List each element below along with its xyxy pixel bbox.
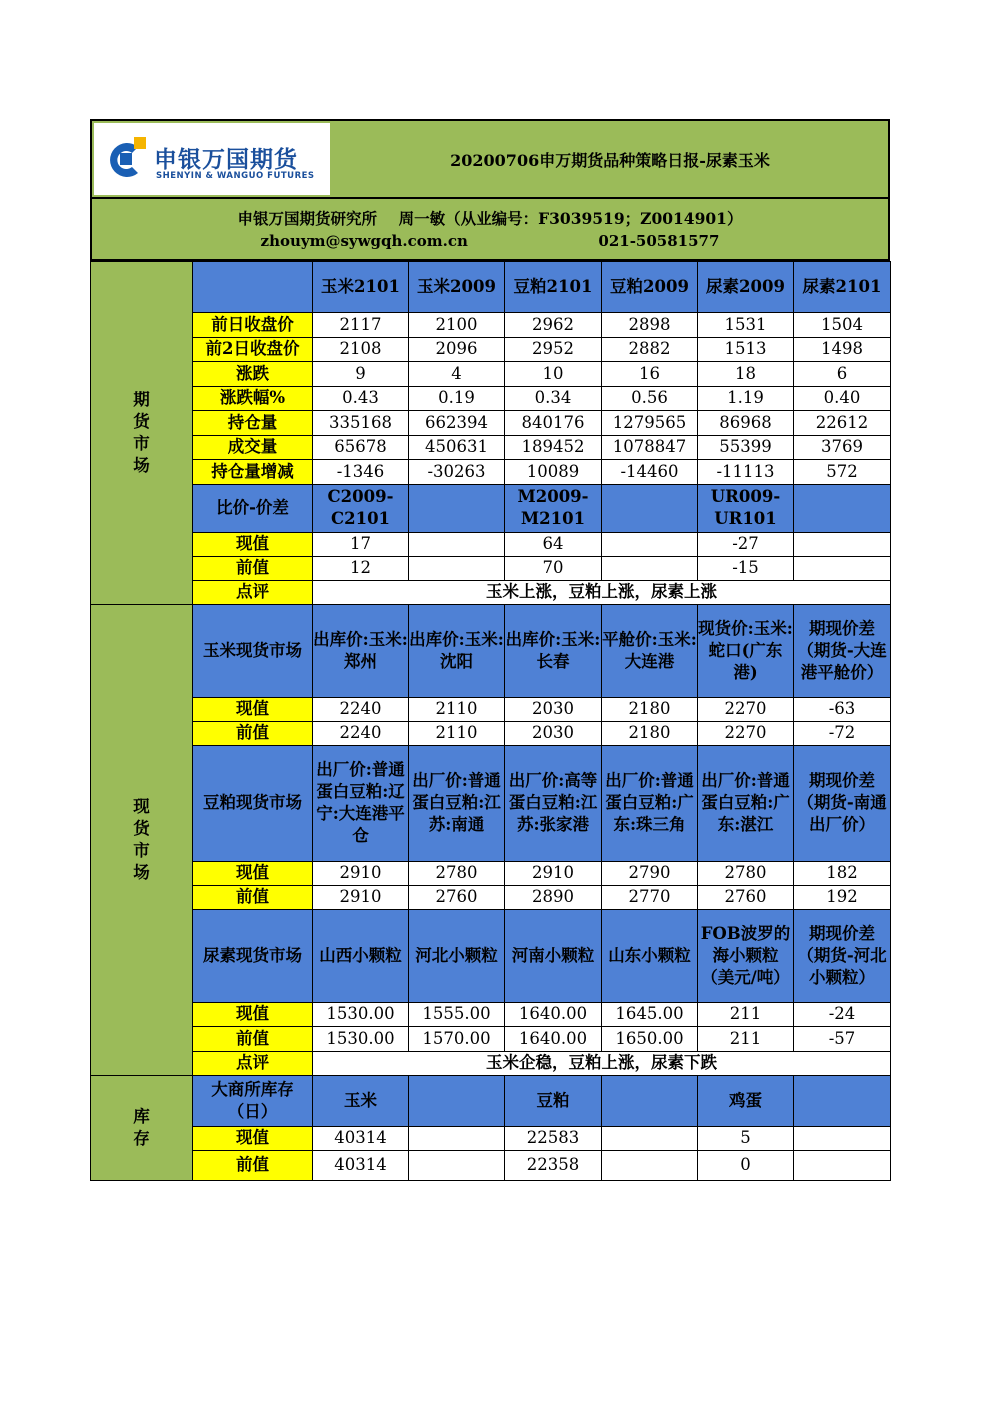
- meal-spot-cell: 2910: [313, 885, 409, 909]
- futures-cell: 86968: [698, 411, 794, 436]
- inventory-cell: [794, 1126, 891, 1150]
- meal-spot-header: 出厂价:高等蛋白豆粕:江苏:张家港: [505, 745, 602, 861]
- meal-spot-cell: 2910: [313, 861, 409, 885]
- table-row: [91, 745, 891, 861]
- inventory-cell: [794, 1150, 891, 1180]
- corn-spot-header: 出库价:玉米:长春: [505, 604, 602, 697]
- corn-spot-cell: 2180: [602, 721, 698, 745]
- futures-cell: 18: [698, 362, 794, 387]
- urea-spot-cell: 1530.00: [313, 1002, 409, 1027]
- futures-cell: 10089: [505, 460, 602, 485]
- report-header: [90, 119, 890, 199]
- futures-cell: -1346: [313, 460, 409, 485]
- futures-cell: 572: [794, 460, 891, 485]
- meal-spot-label: 豆粕现货市场: [193, 745, 313, 861]
- inventory-header: 玉米: [313, 1075, 409, 1126]
- futures-cell: 1504: [794, 313, 891, 338]
- futures-cell: 1513: [698, 337, 794, 362]
- table-row: [91, 337, 891, 362]
- table-row: [91, 362, 891, 387]
- table-row: [91, 580, 891, 604]
- futures-cell: 189452: [505, 435, 602, 460]
- author-banner: [90, 199, 890, 261]
- table-row: [91, 1126, 891, 1150]
- futures-header: 豆粕2101: [505, 262, 602, 313]
- spread-header: M2009-M2101: [505, 484, 602, 532]
- spread-cell: [409, 532, 505, 556]
- meal-spot-cell: 2760: [698, 885, 794, 909]
- futures-cell: -11113: [698, 460, 794, 485]
- inventory-section: [91, 1075, 193, 1180]
- corn-spot-header: 出库价:玉米:郑州: [313, 604, 409, 697]
- futures-comment-label: 点评: [193, 580, 313, 604]
- urea-spot-row-label: 现值: [193, 1002, 313, 1027]
- spread-cell: [602, 532, 698, 556]
- spread-cell: 17: [313, 532, 409, 556]
- table-row: [91, 313, 891, 338]
- urea-spot-header: FOB波罗的海小颗粒（美元/吨）: [698, 909, 794, 1002]
- corn-spot-cell: -63: [794, 697, 891, 721]
- contact-line: [92, 230, 888, 253]
- corn-spot-cell: 2110: [409, 721, 505, 745]
- spread-cell: -15: [698, 556, 794, 580]
- corn-spot-cell: 2270: [698, 697, 794, 721]
- meal-spot-cell: 192: [794, 885, 891, 909]
- inventory-header: 豆粕: [505, 1075, 602, 1126]
- futures-row-label: 前日收盘价: [193, 313, 313, 338]
- urea-spot-header: 山东小颗粒: [602, 909, 698, 1002]
- meal-spot-header: 出厂价:普通蛋白豆粕:江苏:南通: [409, 745, 505, 861]
- futures-cell: 4: [409, 362, 505, 387]
- urea-spot-cell: 211: [698, 1027, 794, 1052]
- spread-header: [409, 484, 505, 532]
- futures-cell: 9: [313, 362, 409, 387]
- spot-comment-label: 点评: [193, 1051, 313, 1075]
- meal-spot-cell: 182: [794, 861, 891, 885]
- corn-spot-cell: 2030: [505, 721, 602, 745]
- logo-brand: 申银万国期货: [154, 147, 298, 173]
- spread-label: 比价-价差: [193, 484, 313, 532]
- inventory-cell: [409, 1126, 505, 1150]
- meal-spot-cell: 2910: [505, 861, 602, 885]
- urea-spot-cell: 1570.00: [409, 1027, 505, 1052]
- futures-cell: 2117: [313, 313, 409, 338]
- contact-email: zhouym@sywgqh.com.cn: [260, 232, 468, 250]
- urea-spot-header: 河南小颗粒: [505, 909, 602, 1002]
- corn-spot-header: 现货价:玉米:蛇口(广东港): [698, 604, 794, 697]
- inventory-header: 鸡蛋: [698, 1075, 794, 1126]
- table-row: [91, 262, 891, 313]
- meal-spot-cell: 2780: [409, 861, 505, 885]
- futures-cell: 3769: [794, 435, 891, 460]
- meal-spot-cell: 2790: [602, 861, 698, 885]
- futures-section: [91, 262, 193, 605]
- inventory-cell: [602, 1126, 698, 1150]
- futures-comment-text: 玉米上涨，豆粕上涨，尿素上涨: [313, 580, 891, 604]
- spread-cell: -27: [698, 532, 794, 556]
- futures-cell: -14460: [602, 460, 698, 485]
- corn-spot-cell: 2030: [505, 697, 602, 721]
- futures-cell: 2100: [409, 313, 505, 338]
- inventory-cell: 22358: [505, 1150, 602, 1180]
- urea-spot-cell: -57: [794, 1027, 891, 1052]
- inventory-cell: 22583: [505, 1126, 602, 1150]
- table-row: [91, 1075, 891, 1126]
- futures-cell: 0.34: [505, 386, 602, 411]
- urea-spot-cell: 1555.00: [409, 1002, 505, 1027]
- table-row: [91, 484, 891, 532]
- futures-cell: 0.43: [313, 386, 409, 411]
- futures-cell: 10: [505, 362, 602, 387]
- spread-row-label: 前值: [193, 556, 313, 580]
- corn-spot-header: 出库价:玉米:沈阳: [409, 604, 505, 697]
- table-row: [91, 556, 891, 580]
- table-row: [91, 909, 891, 1002]
- meal-spot-cell: 2770: [602, 885, 698, 909]
- table-row: [91, 885, 891, 909]
- inventory-header: [602, 1075, 698, 1126]
- futures-cell: 2962: [505, 313, 602, 338]
- meal-spot-cell: 2760: [409, 885, 505, 909]
- futures-header: 豆粕2009: [602, 262, 698, 313]
- corn-spot-row-label: 现值: [193, 697, 313, 721]
- futures-cell: 840176: [505, 411, 602, 436]
- futures-cell: 0.56: [602, 386, 698, 411]
- inventory-row-label: 前值: [193, 1150, 313, 1180]
- spread-cell: [409, 556, 505, 580]
- futures-row-label: 前2日收盘价: [193, 337, 313, 362]
- corn-spot-cell: 2110: [409, 697, 505, 721]
- table-row: [91, 460, 891, 485]
- futures-cell: 2108: [313, 337, 409, 362]
- table-row: [91, 532, 891, 556]
- futures-cell: 2882: [602, 337, 698, 362]
- urea-spot-cell: 1645.00: [602, 1002, 698, 1027]
- futures-cell: 2898: [602, 313, 698, 338]
- futures-label: [193, 262, 313, 313]
- futures-cell: 0.40: [794, 386, 891, 411]
- urea-spot-header: 河北小颗粒: [409, 909, 505, 1002]
- futures-cell: 0.19: [409, 386, 505, 411]
- inventory-cell: [409, 1150, 505, 1180]
- urea-spot-cell: 211: [698, 1002, 794, 1027]
- futures-row-label: 成交量: [193, 435, 313, 460]
- table-row: [91, 1002, 891, 1027]
- corn-spot-row-label: 前值: [193, 721, 313, 745]
- table-row: [91, 604, 891, 697]
- inventory-row-label: 现值: [193, 1126, 313, 1150]
- spread-cell: 70: [505, 556, 602, 580]
- spread-cell: [602, 556, 698, 580]
- table-row: [91, 1051, 891, 1075]
- futures-header: 尿素2009: [698, 262, 794, 313]
- urea-spot-label: 尿素现货市场: [193, 909, 313, 1002]
- meal-spot-header: 出厂价:普通蛋白豆粕:辽宁:大连港平仓: [313, 745, 409, 861]
- spot-section: [91, 604, 193, 1075]
- spot-comment-text: 玉米企稳，豆粕上涨，尿素下跌: [313, 1051, 891, 1075]
- urea-spot-cell: 1650.00: [602, 1027, 698, 1052]
- futures-header: 玉米2009: [409, 262, 505, 313]
- table-row: [91, 386, 891, 411]
- futures-cell: -30263: [409, 460, 505, 485]
- table-row: [91, 697, 891, 721]
- table-row: [91, 435, 891, 460]
- meal-spot-cell: 2890: [505, 885, 602, 909]
- urea-spot-header: 期现价差（期货-河北小颗粒）: [794, 909, 891, 1002]
- inventory-header: [409, 1075, 505, 1126]
- urea-spot-header: 山西小颗粒: [313, 909, 409, 1002]
- urea-spot-cell: -24: [794, 1002, 891, 1027]
- futures-cell: 2952: [505, 337, 602, 362]
- inventory-label: 大商所库存（日）: [193, 1075, 313, 1126]
- futures-row-label: 涨跌幅%: [193, 386, 313, 411]
- futures-row-label: 涨跌: [193, 362, 313, 387]
- meal-spot-row-label: 现值: [193, 861, 313, 885]
- logo-mark-icon: [94, 123, 154, 195]
- futures-header: 尿素2101: [794, 262, 891, 313]
- table-row: [91, 721, 891, 745]
- inventory-cell: 0: [698, 1150, 794, 1180]
- futures-cell: 1279565: [602, 411, 698, 436]
- inventory-cell: 40314: [313, 1126, 409, 1150]
- futures-cell: 335168: [313, 411, 409, 436]
- meal-spot-row-label: 前值: [193, 885, 313, 909]
- futures-cell: 1.19: [698, 386, 794, 411]
- inventory-cell: 40314: [313, 1150, 409, 1180]
- corn-spot-header: 平舱价:玉米:大连港: [602, 604, 698, 697]
- table-row: [91, 861, 891, 885]
- corn-spot-label: 玉米现货市场: [193, 604, 313, 697]
- spot-section-label: 现货市场: [133, 796, 150, 882]
- spread-cell: [794, 532, 891, 556]
- futures-cell: 662394: [409, 411, 505, 436]
- author-line: 申银万国期货研究所 周一敏（从业编号：F3039519；Z0014901）: [237, 209, 743, 228]
- spread-row-label: 现值: [193, 532, 313, 556]
- futures-row-label: 持仓量增减: [193, 460, 313, 485]
- futures-header: 玉米2101: [313, 262, 409, 313]
- inventory-section-label: 库存: [133, 1106, 150, 1148]
- spread-header: UR009-UR101: [698, 484, 794, 532]
- futures-section-label: 期货市场: [133, 389, 150, 475]
- futures-cell: 6: [794, 362, 891, 387]
- table-row: [91, 1027, 891, 1052]
- report-title: 20200706申万期货品种策略日报-尿素玉米: [450, 150, 770, 170]
- meal-spot-header: 期现价差（期货-南通出厂价）: [794, 745, 891, 861]
- futures-cell: 16: [602, 362, 698, 387]
- spread-cell: 64: [505, 532, 602, 556]
- meal-spot-header: 出厂价:普通蛋白豆粕:广东:湛江: [698, 745, 794, 861]
- futures-cell: 1078847: [602, 435, 698, 460]
- inventory-header: [794, 1075, 891, 1126]
- company-logo: [94, 123, 330, 195]
- urea-spot-row-label: 前值: [193, 1027, 313, 1052]
- spread-cell: 12: [313, 556, 409, 580]
- table-row: [91, 411, 891, 436]
- inventory-cell: [602, 1150, 698, 1180]
- table-row: [91, 1150, 891, 1180]
- futures-row-label: 持仓量: [193, 411, 313, 436]
- futures-cell: 1531: [698, 313, 794, 338]
- spread-header: [794, 484, 891, 532]
- meal-spot-header: 出厂价:普通蛋白豆粕:广东:珠三角: [602, 745, 698, 861]
- futures-cell: 1498: [794, 337, 891, 362]
- urea-spot-cell: 1640.00: [505, 1002, 602, 1027]
- corn-spot-cell: 2270: [698, 721, 794, 745]
- corn-spot-cell: 2180: [602, 697, 698, 721]
- corn-spot-cell: 2240: [313, 697, 409, 721]
- futures-cell: 2096: [409, 337, 505, 362]
- urea-spot-cell: 1640.00: [505, 1027, 602, 1052]
- data-table: [90, 261, 891, 1181]
- corn-spot-cell: -72: [794, 721, 891, 745]
- futures-cell: 65678: [313, 435, 409, 460]
- futures-cell: 55399: [698, 435, 794, 460]
- corn-spot-cell: 2240: [313, 721, 409, 745]
- report-sheet: [90, 119, 890, 1181]
- spread-header: C2009-C2101: [313, 484, 409, 532]
- spread-cell: [794, 556, 891, 580]
- futures-cell: 22612: [794, 411, 891, 436]
- corn-spot-header: 期现价差（期货-大连港平舱价）: [794, 604, 891, 697]
- inventory-cell: 5: [698, 1126, 794, 1150]
- meal-spot-cell: 2780: [698, 861, 794, 885]
- contact-phone: 021-50581577: [598, 232, 720, 250]
- logo-subtitle: SHENYIN & WANGUO FUTURES: [156, 171, 315, 181]
- futures-cell: 450631: [409, 435, 505, 460]
- urea-spot-cell: 1530.00: [313, 1027, 409, 1052]
- spread-header: [602, 484, 698, 532]
